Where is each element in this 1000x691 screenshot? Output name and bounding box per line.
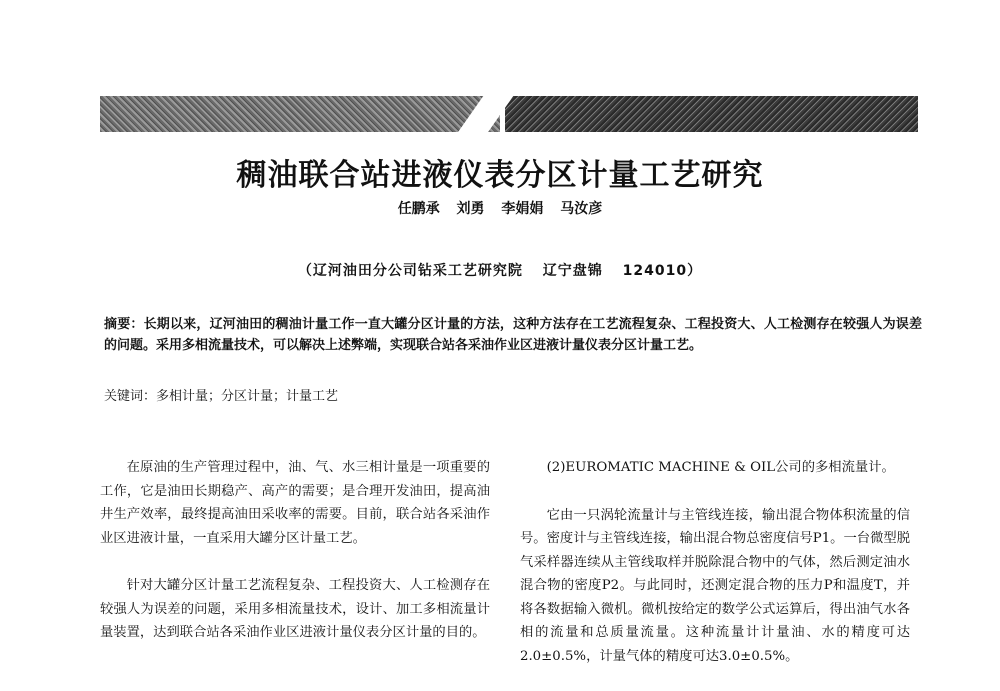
banner-right-texture <box>505 96 918 132</box>
abstract-text: 长期以来，辽河油田的稠油计量工作一直大罐分区计量的方法，这种方法存在工艺流程复杂、工程投资大、人工检测存在较强人为误差的问题。采用多相流量技术，可以解决上述弊端，实现联合站各采油作业区进液计量仪表分区计量工艺。 <box>104 317 922 353</box>
banner-left-texture <box>100 96 500 132</box>
keywords-label: 关键词： <box>104 389 157 404</box>
keywords <box>104 386 922 407</box>
left-column <box>100 456 490 645</box>
section-heading: (2)EUROMATIC MACHINE & OIL公司的多相流量计。 <box>546 460 895 475</box>
paper-title: 稠油联合站进液仪表分区计量工艺研究 <box>236 158 764 193</box>
authors: 任鹏承 刘勇 李娟娟 马汝彦 <box>397 201 603 217</box>
body-paragraph: 它由一只涡轮流量计与主管线连接，输出混合物体积流量的信号。密度计与主管线连接，输出混合物总密度信号P1。一台微型脱气采样器连续从主管线取样并脱除混合物中的气体，然后测定油水混合物的密度P2。与此同时，还测定混合物的压力P和温度T，并将各数据输入微机。微机按给定的数学公式运算后，得出油气水各相的流量和总质量流量。这种流量计计量油、水的精度可达2.0±0.5%，计量气体的精度可达3.0±0.5%。 <box>520 507 910 664</box>
abstract-label: 摘要： <box>104 317 144 332</box>
abstract <box>104 314 922 356</box>
keywords-text: 多相计量；分区计量；计量工艺 <box>156 389 339 404</box>
right-column <box>520 456 910 668</box>
affiliation: （辽河油田分公司钻采工艺研究院 辽宁盘锦 124010） <box>297 263 703 279</box>
body-paragraph: 针对大罐分区计量工艺流程复杂、工程投资大、人工检测存在较强人为误差的问题，采用多相流量技术，设计、加工多相流量计量装置，达到联合站各采油作业区进液计量仪表分区计量的目的。 <box>100 578 490 640</box>
header-banner <box>100 96 918 132</box>
body-paragraph: 在原油的生产管理过程中，油、气、水三相计量是一项重要的工作，它是油田长期稳产、高产的需要；是合理开发油田，提高油井生产效率，最终提高油田采收率的需要。目前，联合站各采油作业区进液计量，一直采用大罐分区计量工艺。 <box>100 460 490 546</box>
